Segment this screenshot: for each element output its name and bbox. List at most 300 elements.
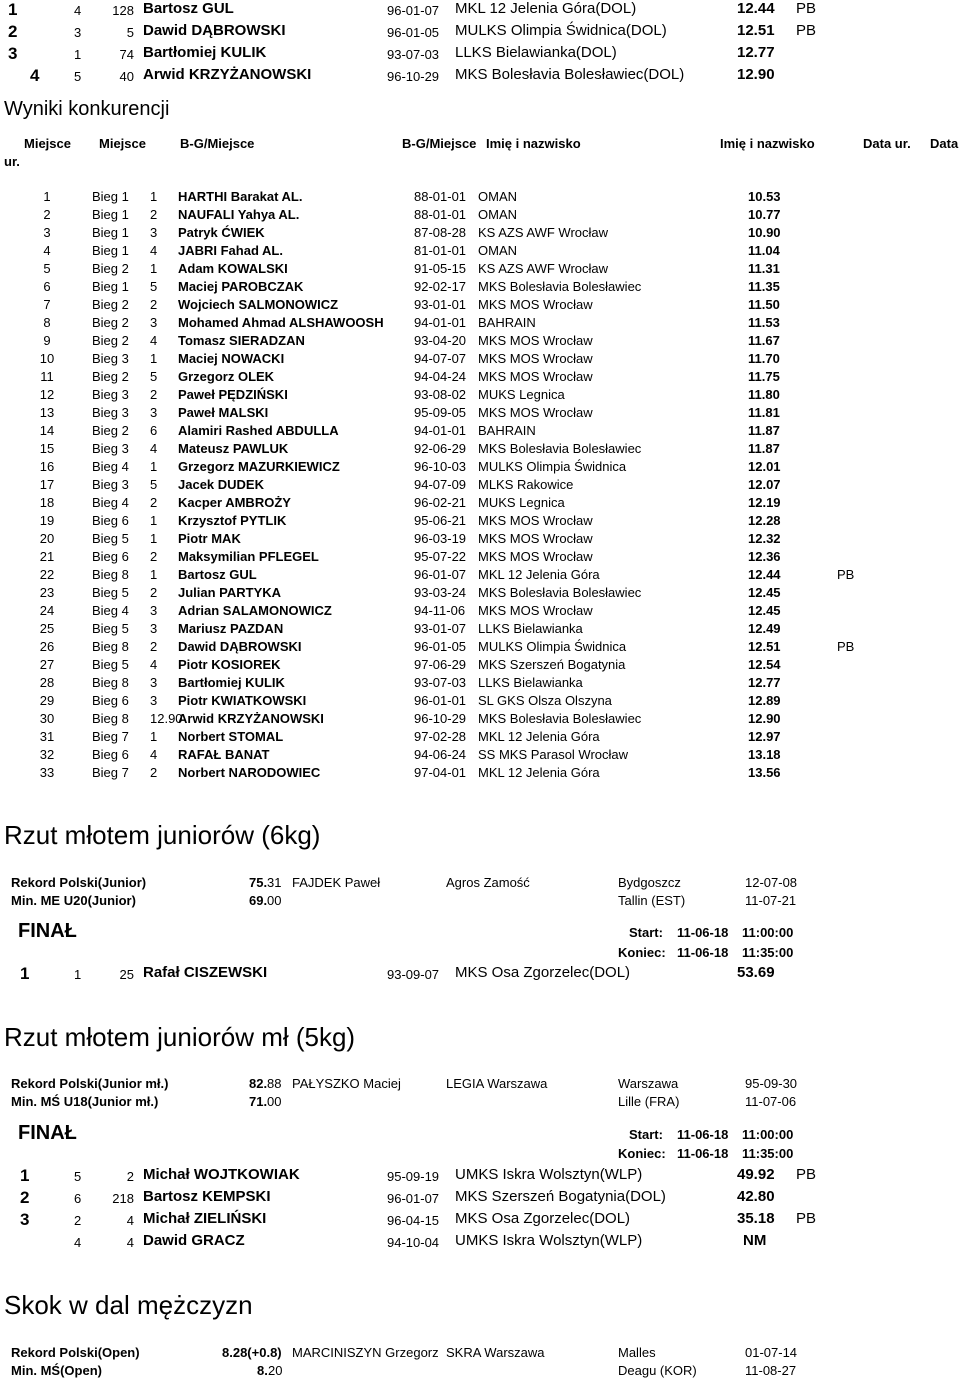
lane: 1 [74, 47, 82, 62]
result: 12.90 [737, 66, 775, 83]
club: BAHRAIN [478, 315, 536, 330]
club: MUKS Legnica [478, 495, 565, 510]
heat-position: 2 [150, 297, 158, 312]
result: 11.80 [748, 387, 780, 402]
club: MKL 12 Jelenia Góra [478, 729, 600, 744]
birth-date: 93-07-03 [387, 47, 440, 62]
heat-position: 2 [150, 639, 158, 654]
athlete-name: Krzysztof PYTLIK [178, 513, 287, 528]
heat-position: 3 [150, 621, 158, 636]
start-date: 11-06-18 [677, 925, 729, 940]
result: 12.54 [748, 657, 781, 672]
result: 11.87 [748, 441, 780, 456]
club: MKS MOS Wrocław [478, 513, 593, 528]
club: MKS MOS Wrocław [478, 351, 593, 366]
place: 32 [39, 747, 55, 762]
record-date: 01-07-14 [745, 1345, 798, 1360]
table-row [0, 765, 960, 783]
final-result-row [0, 1210, 960, 1232]
birth-date: 93-01-01 [414, 297, 467, 312]
athlete-name: Maciej NOWACKI [178, 351, 285, 366]
heat: Bieg 1 [92, 207, 129, 222]
club: MKS Szerszeń Bogatynia [478, 657, 626, 672]
table-row [0, 279, 960, 297]
club: BAHRAIN [478, 423, 536, 438]
heat: Bieg 8 [92, 711, 129, 726]
record-row [0, 893, 960, 911]
bib: 74 [119, 47, 134, 62]
result: 53.69 [737, 964, 775, 981]
end-time-ml: 11:35:00 [742, 1146, 794, 1161]
club: MKS Bolesłavia Bolesławiec(DOL) [455, 66, 685, 83]
club: LLKS Bielawianka [478, 621, 583, 636]
record-value-int: 71. [249, 1094, 268, 1109]
club: OMAN [478, 243, 517, 258]
heat: Bieg 5 [92, 531, 129, 546]
heat: Bieg 8 [92, 675, 129, 690]
athlete-name: Mohamed Ahmad ALSHAWOOSH [178, 315, 384, 330]
table-row [0, 261, 960, 279]
athlete-name: NAUFALI Yahya AL. [178, 207, 300, 222]
heat-position: 4 [150, 747, 158, 762]
header-place-2: Miejsce [99, 136, 146, 151]
note: PB [837, 567, 855, 582]
table-row [0, 693, 960, 711]
start-date-ml: 11-06-18 [677, 1127, 729, 1142]
section-title-long-jump: Skok w dal mężczyzn [4, 1290, 253, 1320]
heat: Bieg 4 [92, 459, 129, 474]
club: OMAN [478, 207, 517, 222]
heat: Bieg 2 [92, 369, 129, 384]
final-result-row [0, 964, 960, 986]
heat-position: 5 [150, 279, 158, 294]
table-row [0, 657, 960, 675]
result: 13.18 [748, 747, 781, 762]
birth-date: 96-01-07 [387, 1191, 440, 1206]
result: 10.90 [748, 225, 781, 240]
record-value-dec: 88 [267, 1076, 282, 1091]
table-row [0, 531, 960, 549]
birth-date: 96-01-05 [387, 25, 440, 40]
place: 2 [43, 207, 51, 222]
bib: 2 [126, 1169, 134, 1184]
place: 7 [43, 297, 51, 312]
table-row [0, 315, 960, 333]
heat-position: 2 [150, 549, 158, 564]
place: 33 [39, 765, 55, 780]
end-time: 11:35:00 [742, 945, 794, 960]
bib: 5 [126, 25, 134, 40]
athlete-name: Bartłomiej KULIK [143, 44, 267, 61]
result: 11.75 [748, 369, 780, 384]
result: 12.07 [748, 477, 781, 492]
result: 35.18 [737, 1210, 775, 1227]
result: 11.50 [748, 297, 780, 312]
club: MKS MOS Wrocław [478, 333, 593, 348]
start-time: 11:00:00 [742, 925, 794, 940]
heat: Bieg 2 [92, 315, 129, 330]
end-label-ml: Koniec: [618, 1146, 666, 1161]
header-dob-2: Data [930, 136, 959, 151]
birth-date: 91-05-15 [414, 261, 467, 276]
table-row [0, 333, 960, 351]
birth-date: 96-01-05 [414, 639, 467, 654]
place: 22 [39, 567, 55, 582]
record-value-dec: 20 [268, 1363, 283, 1378]
result-row [0, 66, 960, 88]
bib: 128 [112, 3, 134, 18]
result: 12.90 [748, 711, 781, 726]
header-place: Miejsce [24, 136, 71, 151]
athlete-name: Piotr KOSIOREK [178, 657, 281, 672]
heat-position: 2 [150, 495, 158, 510]
heat: Bieg 5 [92, 621, 129, 636]
birth-date: 96-10-03 [414, 459, 467, 474]
place: 10 [39, 351, 55, 366]
birth-date: 94-01-01 [414, 315, 467, 330]
table-row [0, 369, 960, 387]
club: KS AZS AWF Wrocław [478, 225, 609, 240]
result: 42.80 [737, 1188, 775, 1205]
heat-position: 12.90 [150, 711, 183, 726]
start-label: Start: [629, 925, 663, 940]
athlete-name: Dawid DĄBROWSKI [178, 639, 302, 654]
birth-date: 96-01-07 [387, 3, 440, 18]
table-row [0, 189, 960, 207]
place: 19 [39, 513, 55, 528]
club: MULKS Olimpia Świdnica [478, 459, 627, 474]
result: 11.81 [748, 405, 780, 420]
bib: 218 [112, 1191, 134, 1206]
place: 3 [8, 44, 18, 63]
heat: Bieg 3 [92, 405, 129, 420]
place: 8 [43, 315, 51, 330]
result: 11.31 [748, 261, 780, 276]
club: MKS MOS Wrocław [478, 531, 593, 546]
table-row [0, 207, 960, 225]
record-row [0, 1363, 960, 1381]
table-row [0, 423, 960, 441]
table-row [0, 351, 960, 369]
club: MKS Bolesłavia Bolesławiec [478, 279, 642, 294]
place: 27 [39, 657, 55, 672]
table-row [0, 297, 960, 315]
heat: Bieg 3 [92, 441, 129, 456]
place: 1 [20, 1166, 30, 1185]
record-label: Rekord Polski(Junior mł.) [11, 1076, 169, 1091]
table-row [0, 405, 960, 423]
birth-date: 95-07-22 [414, 549, 467, 564]
birth-date: 96-10-29 [387, 69, 440, 84]
birth-date: 93-01-07 [414, 621, 467, 636]
results-section-title: Wyniki konkurencji [4, 98, 170, 120]
athlete-name: Paweł MALSKI [178, 405, 269, 420]
table-row [0, 477, 960, 495]
final-label: FINAŁ [18, 920, 77, 942]
club: MKS Bolesłavia Bolesławiec [478, 585, 642, 600]
heat: Bieg 2 [92, 423, 129, 438]
heat: Bieg 1 [92, 189, 129, 204]
result: 49.92 [737, 1166, 775, 1183]
place: 25 [39, 621, 55, 636]
final-result-row [0, 1232, 960, 1254]
result: 12.19 [748, 495, 781, 510]
club: MKS Osa Zgorzelec(DOL) [455, 964, 631, 981]
heat: Bieg 2 [92, 297, 129, 312]
place: 4 [43, 243, 51, 258]
place: 28 [39, 675, 55, 690]
club: SS MKS Parasol Wrocław [478, 747, 629, 762]
record-club: Agros Zamość [446, 875, 530, 890]
athlete-name: Jacek DUDEK [178, 477, 264, 492]
table-row [0, 513, 960, 531]
heat: Bieg 4 [92, 603, 129, 618]
result: 12.32 [748, 531, 781, 546]
place: 1 [43, 189, 51, 204]
birth-date: 92-06-29 [414, 441, 467, 456]
birth-date: 94-07-09 [414, 477, 467, 492]
record-date: 95-09-30 [745, 1076, 798, 1091]
record-value-int: 69. [249, 893, 268, 908]
athlete-name: Mateusz PAWLUK [178, 441, 289, 456]
lane: 2 [74, 1213, 82, 1228]
place: 1 [8, 0, 18, 19]
heat-position: 2 [150, 387, 158, 402]
table-row [0, 711, 960, 729]
result: 11.70 [748, 351, 780, 366]
heat: Bieg 1 [92, 225, 129, 240]
place: 29 [39, 693, 55, 708]
record-holder: FAJDEK Paweł [292, 875, 381, 890]
heat: Bieg 7 [92, 729, 129, 744]
record-row [0, 1345, 960, 1363]
end-date-ml: 11-06-18 [677, 1146, 729, 1161]
place: 9 [43, 333, 51, 348]
heat-position: 1 [150, 189, 158, 204]
place: 21 [39, 549, 55, 564]
athlete-name: Bartłomiej KULIK [178, 675, 285, 690]
club: MKS MOS Wrocław [478, 369, 593, 384]
heat: Bieg 6 [92, 693, 129, 708]
record-place: Malles [618, 1345, 656, 1360]
place: 1 [20, 964, 30, 983]
place: 11 [40, 369, 54, 384]
place: 5 [43, 261, 51, 276]
result: 11.04 [748, 243, 780, 258]
record-value-int: 8.28(+0.8) [222, 1345, 282, 1360]
bib: 40 [119, 69, 134, 84]
place: 30 [39, 711, 55, 726]
result: 11.67 [748, 333, 780, 348]
birth-date: 81-01-01 [414, 243, 467, 258]
result-row [0, 44, 960, 66]
result: 12.51 [748, 639, 781, 654]
athlete-name: Arwid KRZYŻANOWSKI [143, 66, 312, 83]
table-row [0, 639, 960, 657]
club: MUKS Legnica [478, 387, 565, 402]
heat: Bieg 3 [92, 387, 129, 402]
athlete-name: Julian PARTYKA [178, 585, 282, 600]
place: 24 [39, 603, 55, 618]
birth-date: 94-04-24 [414, 369, 467, 384]
athlete-name: Norbert NARODOWIEC [178, 765, 321, 780]
result: 11.53 [748, 315, 780, 330]
athlete-name: Dawid DĄBROWSKI [143, 22, 286, 39]
heat-position: 5 [150, 477, 158, 492]
birth-date: 97-06-29 [414, 657, 467, 672]
start-time-ml: 11:00:00 [742, 1127, 794, 1142]
record-place: Warszawa [618, 1076, 679, 1091]
heat-position: 6 [150, 423, 158, 438]
athlete-name: Paweł PĘDZIŃSKI [178, 387, 288, 402]
heat: Bieg 6 [92, 549, 129, 564]
birth-date: 95-06-21 [414, 513, 467, 528]
note: PB [796, 22, 817, 39]
athlete-name: Grzegorz MAZURKIEWICZ [178, 459, 340, 474]
table-row [0, 585, 960, 603]
athlete-name: Michał ZIELIŃSKI [143, 1210, 267, 1227]
record-club: SKRA Warszawa [446, 1345, 545, 1360]
place: 17 [39, 477, 55, 492]
birth-date: 94-07-07 [414, 351, 467, 366]
record-label: Rekord Polski(Junior) [11, 875, 147, 890]
table-row [0, 441, 960, 459]
heat: Bieg 5 [92, 585, 129, 600]
birth-date: 87-08-28 [414, 225, 467, 240]
athlete-name: Adrian SALAMONOWICZ [178, 603, 332, 618]
record-holder: MARCINISZYN Grzegorz [292, 1345, 439, 1360]
heat: Bieg 3 [92, 477, 129, 492]
athlete-name: Kacper AMBROŻY [178, 495, 291, 510]
place: 18 [39, 495, 55, 510]
heat-position: 5 [150, 369, 158, 384]
heat: Bieg 1 [92, 243, 129, 258]
result: 11.35 [748, 279, 780, 294]
table-row [0, 549, 960, 567]
lane: 6 [74, 1191, 82, 1206]
place: 3 [43, 225, 51, 240]
record-value-int: 8. [257, 1363, 268, 1378]
table-row [0, 603, 960, 621]
club: LLKS Bielawianka(DOL) [455, 44, 617, 61]
athlete-name: Bartosz KEMPSKI [143, 1188, 271, 1205]
header-dob: Data ur. [863, 136, 911, 151]
club: KS AZS AWF Wrocław [478, 261, 609, 276]
athlete-name: Arwid KRZYŻANOWSKI [178, 711, 324, 726]
heat-position: 3 [150, 603, 158, 618]
table-row [0, 225, 960, 243]
lane: 1 [74, 967, 82, 982]
birth-date: 88-01-01 [414, 207, 467, 222]
section-title-hammer-junior-ml: Rzut młotem juniorów mł (5kg) [4, 1022, 356, 1052]
header-name-2: Imię i nazwisko [720, 136, 815, 151]
record-date: 11-07-21 [745, 893, 797, 908]
heat-position: 4 [150, 441, 158, 456]
record-date: 12-07-08 [745, 875, 798, 890]
place: 14 [39, 423, 55, 438]
heat-position: 1 [150, 513, 158, 528]
result: 13.56 [748, 765, 781, 780]
club: MKS MOS Wrocław [478, 549, 593, 564]
place: 26 [39, 639, 55, 654]
club: MULKS Olimpia Świdnica [478, 639, 627, 654]
header-heat-place-2: B-G/Miejsce [402, 136, 477, 151]
record-label: Min. MŚ U18(Junior mł.) [11, 1094, 159, 1109]
result: NM [743, 1232, 767, 1249]
athlete-name: Grzegorz OLEK [178, 369, 275, 384]
end-date: 11-06-18 [677, 945, 729, 960]
heat-position: 3 [150, 405, 158, 420]
athlete-name: Norbert STOMAL [178, 729, 284, 744]
result: 12.77 [748, 675, 781, 690]
place: 20 [39, 531, 55, 546]
table-row [0, 675, 960, 693]
bib: 25 [119, 967, 134, 982]
club: MLKS Rakowice [478, 477, 574, 492]
section-title-hammer-junior: Rzut młotem juniorów (6kg) [4, 820, 321, 850]
athlete-name: Bartosz GUL [143, 0, 234, 17]
birth-date: 96-01-07 [414, 567, 467, 582]
heat: Bieg 6 [92, 747, 129, 762]
place: 12 [39, 387, 55, 402]
athlete-name: Piotr MAK [178, 531, 241, 546]
club: MKL 12 Jelenia Góra [478, 567, 600, 582]
start-label-ml: Start: [629, 1127, 663, 1142]
table-row [0, 567, 960, 585]
birth-date: 93-07-03 [414, 675, 467, 690]
end-label: Koniec: [618, 945, 666, 960]
heat-position: 2 [150, 585, 158, 600]
birth-date: 94-10-04 [387, 1235, 440, 1250]
table-row [0, 243, 960, 261]
athlete-name: Maciej PAROBCZAK [178, 279, 304, 294]
header-name: Imię i nazwisko [486, 136, 581, 151]
athlete-name: Tomasz SIERADZAN [178, 333, 305, 348]
record-row [0, 875, 960, 893]
birth-date: 96-01-01 [414, 693, 467, 708]
heat: Bieg 7 [92, 765, 129, 780]
heat: Bieg 4 [92, 495, 129, 510]
record-label: Min. ME U20(Junior) [11, 893, 136, 908]
heat-position: 3 [150, 675, 158, 690]
lane: 5 [74, 1169, 82, 1184]
heat: Bieg 6 [92, 513, 129, 528]
club: MKS MOS Wrocław [478, 603, 593, 618]
record-place: Bydgoszcz [618, 875, 681, 890]
final-result-row [0, 1188, 960, 1210]
place: 2 [8, 22, 18, 41]
table-row [0, 495, 960, 513]
heat-position: 1 [150, 459, 158, 474]
result: 12.45 [748, 603, 781, 618]
lane: 4 [74, 1235, 82, 1250]
heat-position: 1 [150, 729, 158, 744]
birth-date: 94-11-06 [414, 603, 466, 618]
place: 23 [39, 585, 55, 600]
note: PB [796, 1166, 817, 1183]
birth-date: 96-03-19 [414, 531, 467, 546]
record-row [0, 1076, 960, 1094]
result: 10.77 [748, 207, 781, 222]
birth-date: 96-04-15 [387, 1213, 440, 1228]
athlete-name: Michał WOJTKOWIAK [143, 1166, 300, 1183]
record-row [0, 1094, 960, 1112]
result: 12.44 [748, 567, 781, 582]
heat-position: 1 [150, 567, 158, 582]
club: MKS MOS Wrocław [478, 297, 593, 312]
table-row [0, 621, 960, 639]
record-date: 11-07-06 [745, 1094, 797, 1109]
